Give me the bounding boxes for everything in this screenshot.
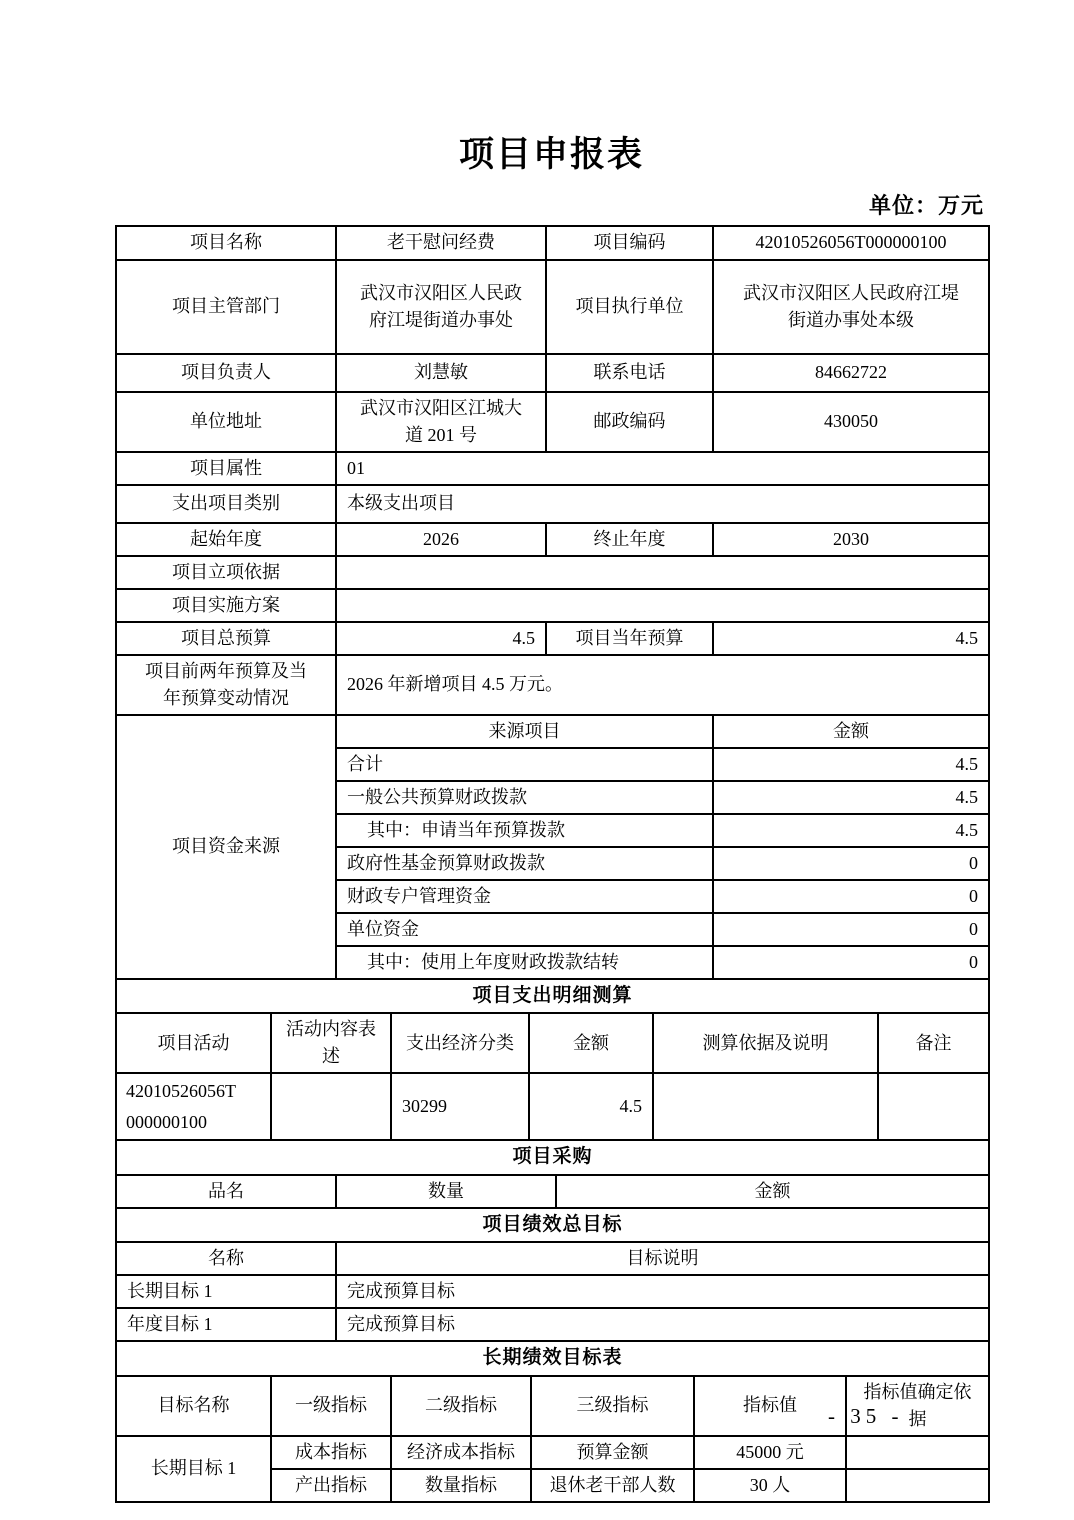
project-code-value: 42010526056T000000100 [713, 226, 989, 260]
procurement-section-title: 项目采购 [116, 1140, 989, 1175]
econ-class-value: 30299 [391, 1073, 529, 1140]
goal-desc: 完成预算目标 [336, 1275, 989, 1308]
exec-unit-value: 武汉市汉阳区人民政府江堤街道办事处本级 [713, 260, 989, 354]
goal-name: 长期目标 1 [116, 1275, 336, 1308]
page-number: - 35 - [828, 1404, 904, 1428]
table-row [116, 392, 989, 452]
prior-budget-label: 项目前两年预算及当年预算变动情况 [116, 655, 336, 715]
project-name-label: 项目名称 [116, 226, 336, 260]
phone-value: 84662722 [713, 354, 989, 392]
leader-value: 刘慧敏 [336, 354, 546, 392]
expend-type-value: 本级支出项目 [336, 485, 989, 523]
lt-goal-name: 长期目标 1 [116, 1436, 271, 1502]
funding-amount: 0 [713, 913, 989, 946]
project-code-label: 项目编码 [546, 226, 713, 260]
table-row [116, 1341, 989, 1376]
funding-source-name: 合计 [336, 748, 713, 781]
funding-amount: 0 [713, 847, 989, 880]
funding-source-name: 政府性基金预算财政拨款 [336, 847, 713, 880]
lt-level3-header: 三级指标 [531, 1376, 694, 1436]
table-row [116, 655, 989, 715]
table-row [116, 1208, 989, 1243]
lt-level1: 成本指标 [271, 1436, 391, 1469]
funding-amount-header: 金额 [713, 715, 989, 748]
funding-source-name: 单位资金 [336, 913, 713, 946]
activity-value: 42010526056T000000100 [116, 1073, 271, 1140]
funding-source-name: 财政专户管理资金 [336, 880, 713, 913]
exec-unit-label: 项目执行单位 [546, 260, 713, 354]
end-year-value: 2030 [713, 523, 989, 556]
address-value: 武汉市汉阳区江城大道 201 号 [336, 392, 546, 452]
expenditure-section-title: 项目支出明细测算 [116, 979, 989, 1014]
funding-amount: 4.5 [713, 748, 989, 781]
goal-name-header: 名称 [116, 1242, 336, 1275]
table-row [116, 485, 989, 523]
page-title: 项目申报表 [458, 135, 644, 174]
unit-note: 单位：万元 [868, 192, 984, 218]
procurement-table [115, 1139, 990, 1209]
attribute-value: 01 [336, 452, 989, 485]
funding-amount: 0 [713, 880, 989, 913]
overall-goals-table [115, 1207, 990, 1343]
amount-header: 金额 [529, 1013, 653, 1073]
goal-row [116, 1308, 989, 1341]
goal-name: 年度目标 1 [116, 1308, 336, 1341]
funding-source-name: 一般公共预算财政拨款 [336, 781, 713, 814]
goal-desc-header: 目标说明 [336, 1242, 989, 1275]
goal-row [116, 1275, 989, 1308]
table-row [116, 1140, 989, 1175]
goal-desc: 完成预算目标 [336, 1308, 989, 1341]
expenditure-row [116, 1073, 989, 1140]
funding-source-table [115, 714, 990, 980]
lt-level3: 退休老干部人数 [531, 1469, 694, 1502]
table-row [116, 226, 989, 260]
basis-header: 测算依据及说明 [653, 1013, 878, 1073]
leader-label: 项目负责人 [116, 354, 336, 392]
project-name-value: 老干慰问经费 [336, 226, 546, 260]
lt-value-basis [846, 1469, 989, 1502]
content-value [271, 1073, 391, 1140]
funding-amount: 4.5 [713, 781, 989, 814]
postcode-value: 430050 [713, 392, 989, 452]
lt-value-header: 指标值 [694, 1376, 846, 1436]
total-budget-label: 项目总预算 [116, 622, 336, 655]
end-year-label: 终止年度 [546, 523, 713, 556]
phone-label: 联系电话 [546, 354, 713, 392]
note-header: 备注 [878, 1013, 989, 1073]
start-year-value: 2026 [336, 523, 546, 556]
table-row [116, 523, 989, 556]
content-header: 活动内容表述 [271, 1013, 391, 1073]
table-row [116, 1242, 989, 1275]
table-row [116, 556, 989, 589]
implementation-plan-value [336, 589, 989, 622]
lt-value-basis-header: 指标值确定依据 [846, 1376, 989, 1436]
prior-budget-value: 2026 年新增项目 4.5 万元。 [336, 655, 989, 715]
expenditure-detail-table [115, 978, 990, 1142]
total-budget-value: 4.5 [336, 622, 546, 655]
dept-label: 项目主管部门 [116, 260, 336, 354]
funding-label: 项目资金来源 [116, 715, 336, 979]
econ-class-header: 支出经济分类 [391, 1013, 529, 1073]
attribute-label: 项目属性 [116, 452, 336, 485]
dept-value: 武汉市汉阳区人民政府江堤街道办事处 [336, 260, 546, 354]
current-year-budget-value: 4.5 [713, 622, 989, 655]
funding-source-name: 其中：使用上年度财政拨款结转 [336, 946, 713, 979]
start-year-label: 起始年度 [116, 523, 336, 556]
table-row [116, 260, 989, 354]
overall-goals-section-title: 项目绩效总目标 [116, 1208, 989, 1243]
basis-value [653, 1073, 878, 1140]
funding-source-name: 其中：申请当年预算拨款 [336, 814, 713, 847]
lt-level2-header: 二级指标 [391, 1376, 531, 1436]
activity-header: 项目活动 [116, 1013, 271, 1073]
table-row [116, 354, 989, 392]
approval-basis-label: 项目立项依据 [116, 556, 336, 589]
lt-level1-header: 一级指标 [271, 1376, 391, 1436]
funding-amount: 4.5 [713, 814, 989, 847]
current-year-budget-label: 项目当年预算 [546, 622, 713, 655]
table-row [116, 589, 989, 622]
amount-value: 4.5 [529, 1073, 653, 1140]
indicator-row [116, 1436, 989, 1469]
expend-type-label: 支出项目类别 [116, 485, 336, 523]
table-row [116, 452, 989, 485]
table-row [116, 1175, 989, 1208]
funding-source-header: 来源项目 [336, 715, 713, 748]
postcode-label: 邮政编码 [546, 392, 713, 452]
procurement-amount-header: 金额 [556, 1175, 989, 1208]
lt-level2: 数量指标 [391, 1469, 531, 1502]
note-value [878, 1073, 989, 1140]
lt-level1: 产出指标 [271, 1469, 391, 1502]
lt-level3: 预算金额 [531, 1436, 694, 1469]
quantity-header: 数量 [336, 1175, 556, 1208]
lt-goal-header: 目标名称 [116, 1376, 271, 1436]
lt-value-basis [846, 1436, 989, 1469]
longterm-section-title: 长期绩效目标表 [116, 1341, 989, 1376]
address-label: 单位地址 [116, 392, 336, 452]
basic-info-table [115, 225, 990, 716]
lt-level2: 经济成本指标 [391, 1436, 531, 1469]
item-name-header: 品名 [116, 1175, 336, 1208]
approval-basis-value [336, 556, 989, 589]
table-row [116, 979, 989, 1014]
lt-value: 30 人 [694, 1469, 846, 1502]
table-row [116, 715, 989, 748]
table-row [116, 622, 989, 655]
table-row [116, 1013, 989, 1073]
declaration-form [115, 0, 988, 1503]
funding-amount: 0 [713, 946, 989, 979]
lt-value: 45000 元 [694, 1436, 846, 1469]
implementation-plan-label: 项目实施方案 [116, 589, 336, 622]
